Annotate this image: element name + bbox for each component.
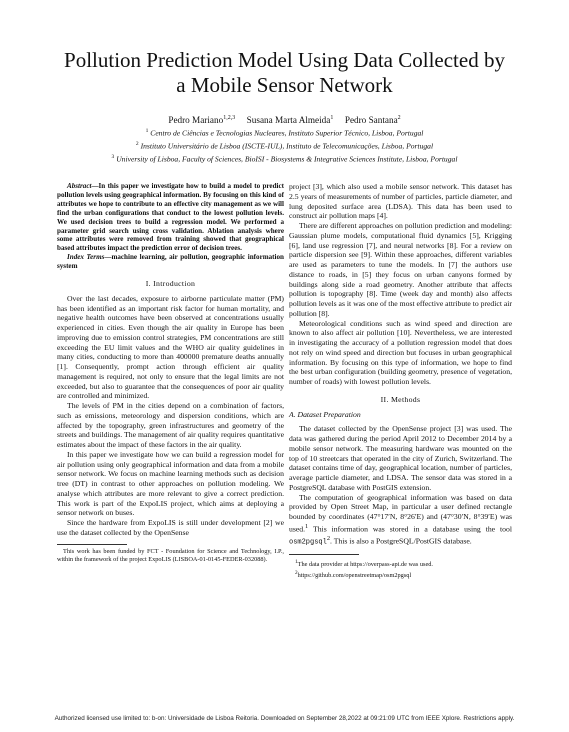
author-list <box>30 113 539 126</box>
footnote-mark: 1 <box>305 522 309 530</box>
paragraph: Meteorological conditions such as wind speed and direction are known to also affect air pollution [10]. Nevertheless, we are interested in investigating the accuracy of a pollution regression model that does not rely on wind speed and direction but focuses in urban geographical information. By focusing on this type of information, we hope to find the best urban configuration (building geometry, presence of vegetation, number of roads) with lowest pollution levels. <box>289 318 512 386</box>
footnote <box>289 558 512 569</box>
affiliation-list <box>30 126 539 165</box>
footnote-mark: 2 <box>326 535 331 543</box>
footnote-text: The data provider at https://overpass-api.de was used. <box>297 561 433 569</box>
affiliation <box>30 139 539 152</box>
funding-footnote <box>57 548 284 564</box>
paragraph: In this paper we investigate how we can build a regression model for air pollution using only geographical information and data from a mobile sensor network. We focus on machine learning methods such as decision tree (DT) in contrast to other approaches on pollution modeling. We analyse which attributes are more relevant to give a correct prediction. This work is part of the ExpoLIS project, which aims at deploying a sensor network on buses. <box>57 449 284 518</box>
footnote-text: https://github.com/openstreetmap/osm2pgsql <box>297 572 412 580</box>
affiliation <box>30 152 539 165</box>
footnote-mark: 1 <box>295 559 298 566</box>
author-affil-mark: 2 <box>397 115 401 121</box>
title-line-2: a Mobile Sensor Network <box>176 73 393 97</box>
author-affil-mark: 1,2,3 <box>223 115 236 121</box>
abstract-label: Abstract <box>67 182 92 190</box>
tool-name: osm2pgsql <box>289 538 327 547</box>
footnote-mark: 2 <box>295 570 298 577</box>
affiliation-mark: 2 <box>135 140 139 147</box>
affiliation-mark: 1 <box>145 128 149 134</box>
paragraph <box>289 493 512 549</box>
index-terms-text: —machine learning, air pollution, geographic information system <box>57 253 284 271</box>
paragraph: The dataset collected by the OpenSense project [3] was used. The data was gathered during the period April 2012 to December 2014 by a mobile sensor network. The measuring hardware was mounted on the top of 10 streetcars that operated in the city of Zurich, Switzerland. The dataset contains time of day, geographical location, number of particles, average particle diameter, and LDSA. The sensor data was stored in a PostgreSQL database with PostGIS extension. <box>289 424 512 492</box>
affiliation-text: Centro de Ciências e Tecnologias Nucleares, Instituto Superior Técnico, Lisboa, Portugal <box>150 128 424 138</box>
section-heading: I. Introduction <box>145 279 196 289</box>
title-line-1: Pollution Prediction Model Using Data Collected by <box>64 48 505 72</box>
paragraph-text: The computation of geographical information was based on data provided by Open Street Map, in particular a user defined rectangle bounded by coordinates (47°17′N, 8°26′E) and (47°30′N, 8°39′E) was used. <box>289 492 512 534</box>
subsection-heading: A. Dataset Preparation <box>289 409 361 419</box>
footnote <box>289 569 512 580</box>
abstract-text: —In this paper we investigate how to build a model to predict pollution levels using geographical information. By focusing on this kind of attributes we hope to contribute to an effective city management as we will find the urban configurations that conduct to the lowest pollution levels. We used decision trees to build a regression model. We performed a parameter grid search using cross validation. Ablation analysis where some attributes were removed from training showed that geographical based attributes impact the prediction error of decision trees. <box>57 182 284 253</box>
author-name: Pedro Mariano <box>168 115 224 126</box>
paragraph-text: . This is also a PostgreSQL/PostGIS database. <box>330 536 472 546</box>
footnote-divider <box>289 554 359 555</box>
paragraph: Over the last decades, exposure to airborne particulate matter (PM) has been identified as an important risk factor for human mortality, and negative health outcomes have been observed at concentrations usually experienced in cities. Even though the air quality in Europe has been improving due to emission control strategies, PM concentrations are still exceeding the EU limit values and the WHO air quality guidelines in many cities, conducting to more than 400000 premature deaths annually [1]. Consequently, prompt action through efficient air quality management is required, not only to ensure that the legal limits are not exceeded, but also to guarantee that the consequences of poor air quality are controlled and minimized. <box>57 293 284 401</box>
index-terms-label: Index Terms <box>67 253 105 262</box>
affiliation-mark: 3 <box>111 153 115 160</box>
index-terms <box>57 253 284 271</box>
paragraph-text: This information was stored in a database using the tool <box>308 524 512 534</box>
affiliation <box>30 126 539 139</box>
paragraph: There are different approaches on pollution prediction and modeling: Gaussian plume models, computational fluid dynamics [5], Krigging [6], land use regression [7], and neural networks [8]. For a review on particle dispersion see [9]. Within these approaches, different variables are used as parameters to tune the models. In [7] the authors use distance to roads, in [5] they focus on urban canyons formed by buildings along side a road geometry. Another attribute that affects pollution is topography [8]. Time (week day and month) also affects pollution levels as it was one of the most effective attribute to predict air pollution [8]. <box>289 221 512 318</box>
abstract <box>57 182 284 253</box>
left-column <box>57 182 284 564</box>
author-name: Pedro Santana <box>344 115 398 126</box>
footnotes <box>289 558 512 580</box>
affiliation-text: Instituto Universitário de Lisboa (ISCTE-IUL), Instituto de Telecomunicações, Lisboa, Portugal <box>140 141 434 151</box>
funding-text: This work has been funded by FCT - Foundation for Science and Technology, I.P., within the framework of the project ExpoLIS (LISBOA-01-0145-FEDER-032088). <box>57 547 284 563</box>
paragraph: project [3], which also used a mobile sensor network. This dataset has 2.5 years of measurements of number of particles, particle diameter, and lung deposited surface area (LDSA). This data has been used to construct air pollution maps [4]. <box>289 182 512 221</box>
paper-title <box>30 48 539 98</box>
paragraph: Since the hardware from ExpoLIS is still under development [2] we use the dataset collected by the OpenSense <box>57 518 284 537</box>
author-affil-mark: 1 <box>330 115 334 121</box>
footnote-divider <box>57 544 127 545</box>
author-name: Susana Marta Almeida <box>246 115 331 126</box>
license-footer: Authorized licensed use limited to: b-on: Universidade de Lisboa Reitoria. Downloaded on September 28,2022 at 09:21:09 UTC from IEEE Xplore. Restrictions apply. <box>54 715 515 722</box>
section-heading: II. Methods <box>380 394 421 404</box>
affiliation-text: University of Lisboa, Faculty of Sciences, BioISI - Biosystems & Integrative Sciences Institute, Lisboa, Portugal <box>116 154 458 164</box>
right-column <box>289 182 512 581</box>
paragraph: The levels of PM in the cities depend on a combination of factors, such as emissions, meteorology and dispersion conditions, which are affected by the topography, green infrastructures and geometry of the streets and buildings. The management of air quality requires quantitative estimates about the impact of these factors in the air quality. <box>57 401 284 450</box>
